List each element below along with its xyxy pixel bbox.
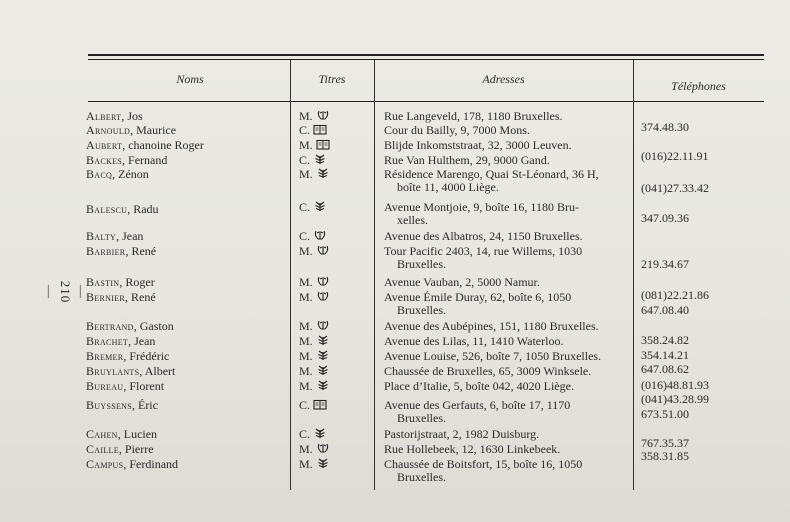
member-phone: 354.14.21 <box>641 348 689 362</box>
member-surname: Bertrand <box>86 319 134 333</box>
member-name <box>86 110 143 123</box>
member-surname: Bastin <box>86 275 120 289</box>
member-address <box>384 428 630 441</box>
member-title <box>299 380 330 393</box>
member-given-name: , René <box>125 290 156 304</box>
member-title <box>299 365 330 378</box>
member-given-name: , Ferdinand <box>123 457 179 471</box>
member-given-name: , Pierre <box>118 442 154 456</box>
member-title <box>299 350 330 363</box>
address-line: Avenue Louise, 526, boîte 7, 1050 Bruxelles. <box>384 349 602 363</box>
member-title <box>299 443 330 456</box>
member-phone: (041)27.33.42 <box>641 181 709 195</box>
lyre-icon <box>316 320 330 331</box>
address-line: Bruxelles. <box>397 257 446 271</box>
book-icon <box>316 139 330 150</box>
member-phone: 358.24.82 <box>641 333 689 347</box>
address-line: Blijde Inkomststraat, 32, 3000 Leuven. <box>384 138 572 152</box>
member-given-name: , Frédéric <box>123 349 170 363</box>
member-phone: 767.35.37 <box>641 436 689 450</box>
member-surname: Bernier <box>86 290 125 304</box>
member-address <box>384 139 630 152</box>
member-phone: 374.48.30 <box>641 120 689 134</box>
title-abbrev: M. <box>299 138 313 152</box>
title-abbrev: M. <box>299 167 313 181</box>
member-title <box>299 139 330 152</box>
member-address <box>384 201 630 227</box>
address-line: Avenue des Albatros, 24, 1150 Bruxelles. <box>384 229 583 243</box>
member-address <box>384 350 630 363</box>
member-name <box>86 203 159 216</box>
title-abbrev: M. <box>299 364 313 378</box>
member-address <box>384 230 630 243</box>
member-given-name: , Jean <box>128 334 156 348</box>
member-name <box>86 154 167 167</box>
member-surname: Balty <box>86 229 117 243</box>
book-icon <box>313 124 327 135</box>
title-abbrev: C. <box>299 398 311 412</box>
member-name <box>86 230 143 243</box>
title-abbrev: M. <box>299 109 313 123</box>
member-name <box>86 365 175 378</box>
title-abbrev: M. <box>299 442 313 456</box>
member-name <box>86 291 156 304</box>
member-phone: (016)48.81.93 <box>641 378 709 392</box>
member-given-name: , chanoine Roger <box>122 138 204 152</box>
member-address <box>384 154 630 167</box>
address-line: Place d’Italie, 5, boîte 042, 4020 Liège. <box>384 379 574 393</box>
member-address <box>384 168 630 194</box>
address-line: Pastorijstraat, 2, 1982 Duisburg. <box>384 427 540 441</box>
member-title <box>299 428 327 441</box>
member-name <box>86 168 149 181</box>
header-telephones: Téléphones <box>671 79 726 93</box>
address-line: Résidence Marengo, Quai St-Léonard, 36 H, <box>384 167 599 181</box>
page-number: — 210 — <box>42 280 89 304</box>
member-title <box>299 201 327 214</box>
member-given-name: , Maurice <box>130 123 177 137</box>
member-given-name: , Gaston <box>133 319 174 333</box>
lyre-icon <box>316 443 330 454</box>
title-abbrev: C. <box>299 153 311 167</box>
header-noms: Noms <box>176 72 204 86</box>
member-address <box>384 245 630 271</box>
member-phone: 647.08.62 <box>641 362 689 376</box>
title-abbrev: M. <box>299 457 313 471</box>
member-given-name: , René <box>125 244 157 258</box>
branch-icon <box>316 458 330 469</box>
member-surname: Bacq <box>86 167 113 181</box>
member-name <box>86 428 157 441</box>
member-name <box>86 380 164 393</box>
member-address <box>384 443 630 456</box>
member-surname: Balescu <box>86 202 128 216</box>
member-phone: 647.08.40 <box>641 303 689 317</box>
branch-icon <box>316 350 330 361</box>
member-address <box>384 276 630 289</box>
column-divider-1 <box>290 60 291 490</box>
member-address <box>384 380 630 393</box>
title-abbrev: C. <box>299 200 311 214</box>
member-given-name: , Lucien <box>117 427 158 441</box>
member-address <box>384 458 630 484</box>
member-name <box>86 443 154 456</box>
title-abbrev: M. <box>299 349 313 363</box>
member-phone: (041)43.28.99 <box>641 392 709 406</box>
address-line: xelles. <box>397 213 428 227</box>
member-surname: Buyssens <box>86 398 132 412</box>
header-bottom-rule <box>88 101 764 102</box>
member-given-name: , Fernand <box>122 153 168 167</box>
member-title <box>299 168 330 181</box>
member-surname: Campus <box>86 457 124 471</box>
member-name <box>86 350 169 363</box>
member-name <box>86 458 178 471</box>
top-double-rule-2 <box>88 59 764 60</box>
member-phone: 358.31.85 <box>641 449 689 463</box>
member-surname: Backes <box>86 153 123 167</box>
member-surname: Albert <box>86 109 122 123</box>
lyre-icon <box>316 291 330 302</box>
member-address <box>384 335 630 348</box>
member-given-name: , Jean <box>116 229 144 243</box>
member-given-name: , Florent <box>123 379 165 393</box>
column-divider-3 <box>633 60 634 490</box>
title-abbrev: M. <box>299 244 313 258</box>
member-surname: Aubert <box>86 138 123 152</box>
member-address <box>384 291 630 317</box>
address-line: boîte 11, 4000 Liège. <box>397 180 499 194</box>
member-given-name: , Roger <box>119 275 155 289</box>
member-address <box>384 110 630 123</box>
lyre-icon <box>316 245 330 256</box>
address-line: Avenue Émile Duray, 62, boîte 6, 1050 <box>384 290 572 304</box>
member-name <box>86 124 176 137</box>
member-surname: Bremer <box>86 349 124 363</box>
member-title <box>299 154 327 167</box>
member-surname: Bureau <box>86 379 124 393</box>
address-line: Bruxelles. <box>397 470 446 484</box>
header-titres: Titres <box>318 72 346 86</box>
address-line: Rue Langeveld, 178, 1180 Bruxelles. <box>384 109 563 123</box>
member-given-name: , Albert <box>139 364 176 378</box>
member-address <box>384 124 630 137</box>
member-given-name: , Zénon <box>112 167 149 181</box>
member-title <box>299 245 330 258</box>
title-abbrev: M. <box>299 379 313 393</box>
lyre-icon <box>316 110 330 121</box>
member-title <box>299 399 327 412</box>
address-line: Chaussée de Bruxelles, 65, 3009 Winksele. <box>384 364 592 378</box>
member-name <box>86 276 155 289</box>
address-line: Rue Van Hulthem, 29, 9000 Gand. <box>384 153 550 167</box>
branch-icon <box>313 428 327 439</box>
member-surname: Cahen <box>86 427 118 441</box>
title-abbrev: M. <box>299 290 313 304</box>
member-title <box>299 230 327 243</box>
member-address <box>384 320 630 333</box>
address-line: Avenue Vauban, 2, 5000 Namur. <box>384 275 540 289</box>
member-title <box>299 320 330 333</box>
member-name <box>86 245 156 258</box>
address-line: Bruxelles. <box>397 411 446 425</box>
member-name <box>86 335 155 348</box>
lyre-icon <box>313 230 327 241</box>
address-line: Chaussée de Boitsfort, 15, boîte 16, 1050 <box>384 457 583 471</box>
member-given-name: , Radu <box>127 202 159 216</box>
member-surname: Caille <box>86 442 119 456</box>
member-title <box>299 124 327 137</box>
address-line: Tour Pacific 2403, 14, rue Willems, 1030 <box>384 244 583 258</box>
header-adresses: Adresses <box>482 72 525 86</box>
member-name <box>86 399 158 412</box>
address-line: Avenue des Aubépines, 151, 1180 Bruxelles. <box>384 319 599 333</box>
address-line: Bruxelles. <box>397 303 446 317</box>
address-line: Rue Hollebeek, 12, 1630 Linkebeek. <box>384 442 561 456</box>
address-line: Avenue des Gerfauts, 6, boîte 17, 1170 <box>384 398 571 412</box>
title-abbrev: M. <box>299 275 313 289</box>
member-title <box>299 110 330 123</box>
member-surname: Brachet <box>86 334 129 348</box>
branch-icon <box>313 154 327 165</box>
branch-icon <box>316 168 330 179</box>
title-abbrev: M. <box>299 334 313 348</box>
column-divider-2 <box>374 60 375 490</box>
member-title <box>299 458 330 471</box>
book-icon <box>313 399 327 410</box>
member-name <box>86 139 204 152</box>
branch-icon <box>316 380 330 391</box>
member-phone: 673.51.00 <box>641 407 689 421</box>
member-title <box>299 276 330 289</box>
address-line: Avenue des Lilas, 11, 1410 Waterloo. <box>384 334 564 348</box>
member-surname: Barbier <box>86 244 126 258</box>
lyre-icon <box>316 276 330 287</box>
branch-icon <box>316 335 330 346</box>
member-phone: 347.09.36 <box>641 211 689 225</box>
address-line: Avenue Montjoie, 9, boîte 16, 1180 Bru- <box>384 200 579 214</box>
member-given-name: , Jos <box>121 109 143 123</box>
member-title <box>299 291 330 304</box>
member-phone: 219.34.67 <box>641 257 689 271</box>
branch-icon <box>313 201 327 212</box>
title-abbrev: M. <box>299 319 313 333</box>
member-phone: (081)22.21.86 <box>641 288 709 302</box>
title-abbrev: C. <box>299 123 311 137</box>
member-given-name: , Éric <box>131 398 158 412</box>
address-line: Cour du Bailly, 9, 7000 Mons. <box>384 123 530 137</box>
member-name <box>86 320 174 333</box>
member-surname: Arnould <box>86 123 131 137</box>
member-address <box>384 365 630 378</box>
member-address <box>384 399 630 425</box>
member-title <box>299 335 330 348</box>
top-double-rule-1 <box>88 54 764 56</box>
branch-icon <box>316 365 330 376</box>
member-phone: (016)22.11.91 <box>641 149 709 163</box>
member-surname: Bruylants <box>86 364 140 378</box>
title-abbrev: C. <box>299 427 311 441</box>
title-abbrev: C. <box>299 229 311 243</box>
